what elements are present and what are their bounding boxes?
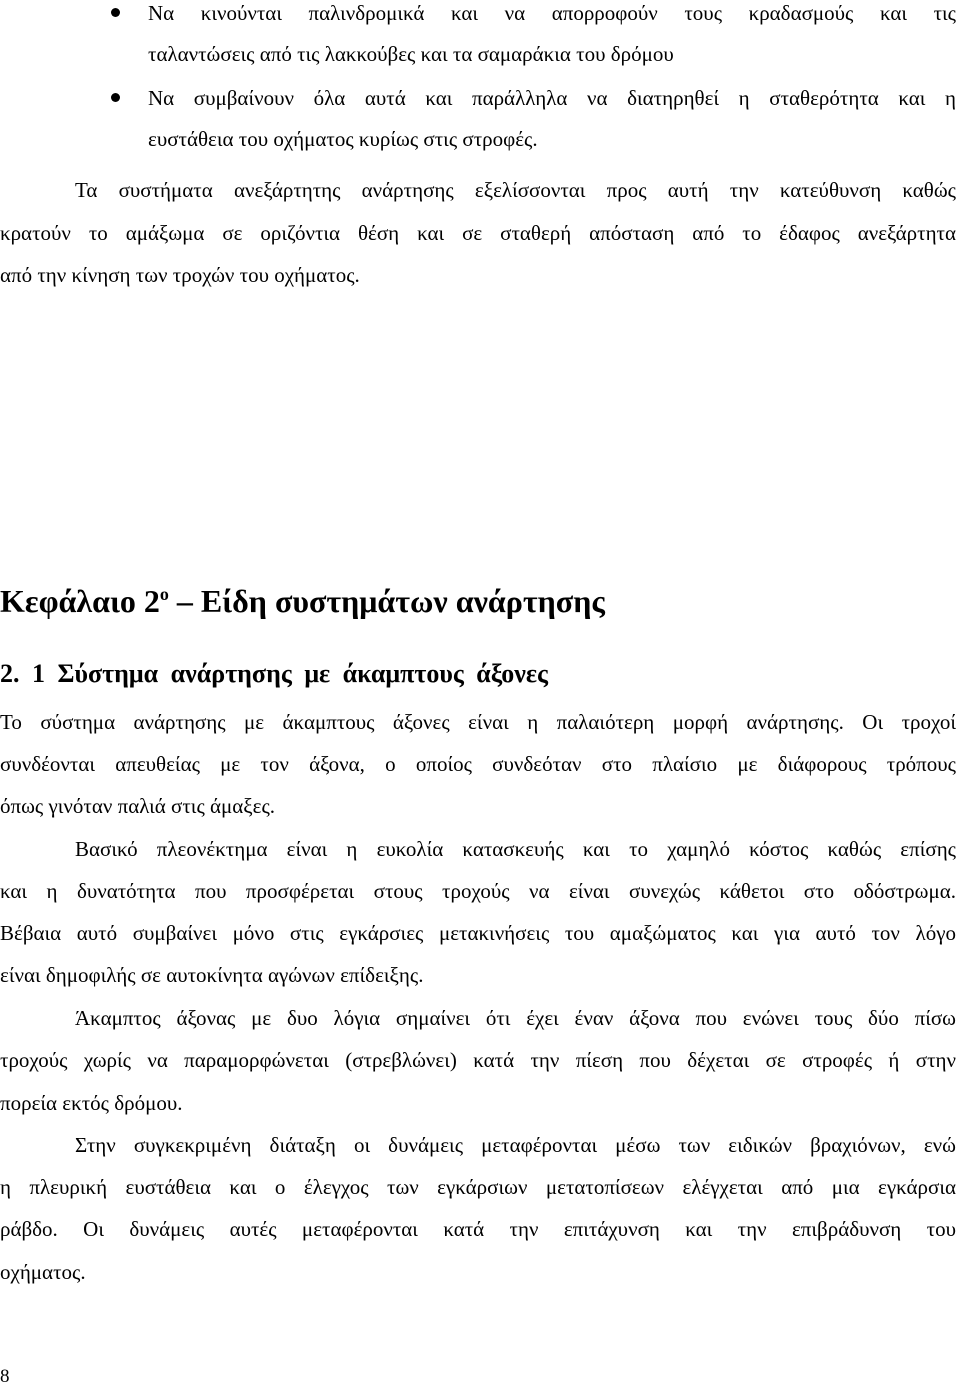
paragraph-line: Βασικό πλεονέκτημα είναι η ευκολία κατασκευής και το χαμηλό κόστος καθώς επίσης [75, 837, 956, 861]
paragraph-line: Βέβαια αυτό συμβαίνει μόνο στις εγκάρσιες μετακινήσεις του αμαξώματος και για αυτό τον λόγο [0, 921, 956, 945]
paragraph-line: όπως γινόταν παλιά στις άμαξες. [0, 794, 276, 818]
paragraph-line: και η δυνατότητα που προσφέρεται στους τροχούς να είναι συνεχώς κάθετοι στο οδόστρωμα. [0, 879, 956, 903]
bullet-2-line-2: ευστάθεια του οχήματος κυρίως στις στροφές. [148, 127, 538, 151]
paragraph-line: συνδέονται απευθείας με τον άξονα, ο οποίος συνδεόταν στο πλαίσιο με διάφορους τρόπους [0, 752, 956, 776]
paragraph-line: Τα συστήματα ανεξάρτητης ανάρτησης εξελίσσονται προς αυτή την κατεύθυνση καθώς [75, 178, 956, 202]
bullet-dot-icon [111, 93, 120, 102]
paragraph-line: τροχούς χωρίς να παραμορφώνεται (στρεβλώνει) κατά την πίεση που δέχεται σε στροφές ή στην [0, 1048, 956, 1072]
paragraph-line: οχήματος. [0, 1260, 86, 1284]
bullet-1-line-1: Να κινούνται παλινδρομικά και να απορροφούν τους κραδασμούς και τις [148, 1, 956, 25]
bullet-1-line-2: ταλαντώσεις από τις λακκούβες και τα σαμαράκια του δρόμου [148, 42, 674, 66]
paragraph-line: είναι δημοφιλής σε αυτοκίνητα αγώνων επίδειξης. [0, 963, 424, 987]
chapter-ordinal: ο [159, 584, 169, 604]
page-number: 8 [0, 1366, 10, 1387]
paragraph-line: Το σύστημα ανάρτησης με άκαμπτους άξονες είναι η παλαιότερη μορφή ανάρτησης. Οι τροχοί [0, 710, 956, 734]
paragraph-line: από την κίνηση των τροχών του οχήματος. [0, 263, 360, 287]
paragraph-line: η πλευρική ευστάθεια και ο έλεγχος των εγκάρσιων μετατοπίσεων ελέγχεται από μια εγκάρσια [0, 1175, 956, 1199]
paragraph-line: κρατούν το αμάξωμα σε οριζόντια θέση και σε σταθερή απόσταση από το έδαφος ανεξάρτητα [0, 221, 956, 245]
paragraph-line: Άκαμπτος άξονας με δυο λόγια σημαίνει ότι έχει έναν άξονα που ενώνει τους δύο πίσω [75, 1006, 956, 1030]
paragraph-line: ράβδο. Οι δυνάμεις αυτές μεταφέρονται κατά την επιτάχυνση και την επιβράδυνση του [0, 1217, 956, 1241]
chapter-heading [0, 583, 605, 620]
paragraph-line: Στην συγκεκριμένη διάταξη οι δυνάμεις μεταφέρονται μέσω των ειδικών βραχιόνων, ενώ [75, 1133, 956, 1157]
chapter-prefix: Κεφάλαιο 2 [0, 583, 160, 619]
paragraph-line: πορεία εκτός δρόμου. [0, 1091, 183, 1115]
bullet-2-line-1: Να συμβαίνουν όλα αυτά και παράλληλα να διατηρηθεί η σταθερότητα και η [148, 86, 956, 110]
bullet-dot-icon [111, 8, 120, 17]
section-heading: 2. 1 Σύστημα ανάρτησης με άκαμπτους άξονες [0, 659, 548, 688]
chapter-title: – Είδη συστημάτων ανάρτησης [176, 583, 605, 619]
